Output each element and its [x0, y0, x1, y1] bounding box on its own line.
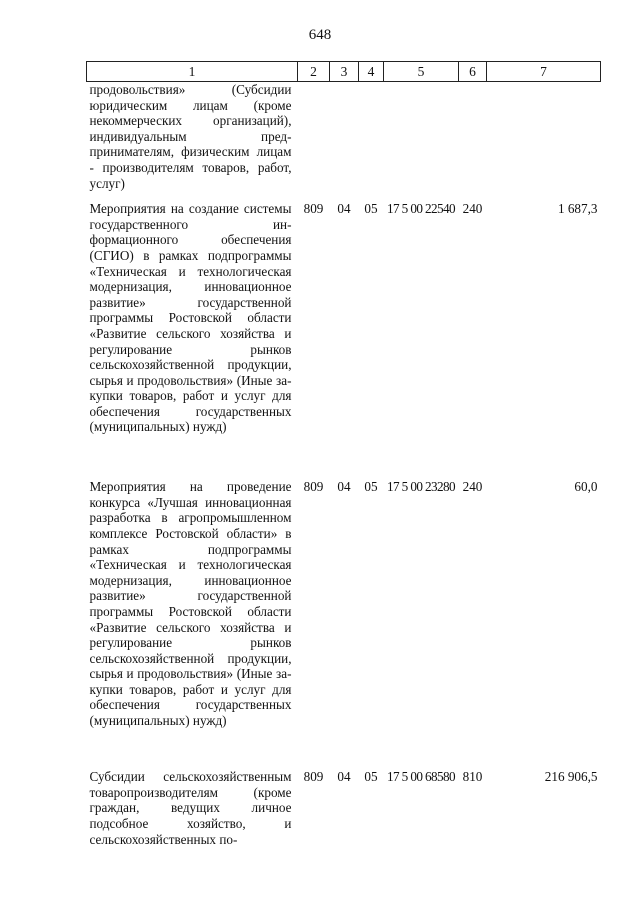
column-header: 4 [359, 62, 384, 82]
column-header: 2 [298, 62, 330, 82]
column-header: 3 [330, 62, 359, 82]
cell-section: 04 [337, 479, 351, 495]
cell-target-article [384, 82, 459, 202]
row-description: продовольствия» (Субсидии юридическим лицам (кроме некоммерческих организаций), индивидуальным предпринимателям, физическим лицам - производителям товаров, работ, услуг) [89, 82, 292, 191]
cell-target-article: 17 5 00 23280 [386, 479, 456, 495]
cell-subsection [359, 82, 384, 202]
cell-section: 04 [337, 769, 351, 785]
cell-amount: 60,0 [574, 479, 598, 495]
budget-table [86, 61, 601, 847]
table-row [87, 769, 601, 847]
cell-expense-type [459, 82, 487, 202]
column-header: 7 [487, 62, 601, 82]
cell-expense-type: 810 [462, 769, 483, 785]
cell-ministry-code: 809 [303, 479, 324, 495]
row-description: Мероприятия на создание системы государственного информационного обеспечения (СГИО) в рамках подпрограммы «Техническая и технологическая модернизация, инновационное развитие» государственной программы Ростовской области «Развитие сельского хозяйства и регулирование рынков сельскохозяйственной продукции, сырья и продовольствия» (Иные закупки товаров, работ и услуг для обеспечения государственных (муниципальных) нужд) [89, 201, 292, 435]
column-header: 1 [87, 62, 298, 82]
cell-ministry-code [298, 82, 330, 202]
table-row [87, 82, 601, 202]
cell-target-article: 17 5 00 22540 [386, 201, 456, 217]
column-header: 5 [384, 62, 459, 82]
cell-target-article: 17 5 00 68580 [386, 769, 456, 785]
cell-subsection: 05 [364, 201, 378, 217]
table-header-row [87, 62, 601, 82]
column-header: 6 [459, 62, 487, 82]
cell-subsection: 05 [364, 479, 378, 495]
table-row [87, 479, 601, 769]
table-row [87, 201, 601, 479]
row-description: Мероприятия на проведение конкурса «Лучшая инновационная разработка в агропромышленном комплексе Ростовской области» в рамках подпрограммы «Техническая и технологическая модернизация, инновационное развитие» государственной программы Ростовской области «Развитие сельского хозяйства и регулирование рынков сельскохозяйственной продукции, сырья и продовольствия» (Иные закупки товаров, работ и услуг для обеспечения государственных (муниципальных) нужд) [89, 479, 292, 729]
cell-ministry-code: 809 [303, 201, 324, 217]
row-description: Субсидии сельскохозяйственным товаропроизводителям (кроме граждан, ведущих личное подсобное хозяйство, и сельскохозяйственных по- [89, 769, 292, 847]
cell-section [330, 82, 359, 202]
cell-ministry-code: 809 [303, 769, 324, 785]
cell-amount: 216 906,5 [544, 769, 598, 785]
cell-subsection: 05 [364, 769, 378, 785]
cell-amount [487, 82, 601, 202]
page-number: 648 [308, 27, 332, 43]
cell-expense-type: 240 [462, 479, 483, 495]
cell-amount: 1 687,3 [557, 201, 598, 217]
cell-section: 04 [337, 201, 351, 217]
cell-expense-type: 240 [462, 201, 483, 217]
